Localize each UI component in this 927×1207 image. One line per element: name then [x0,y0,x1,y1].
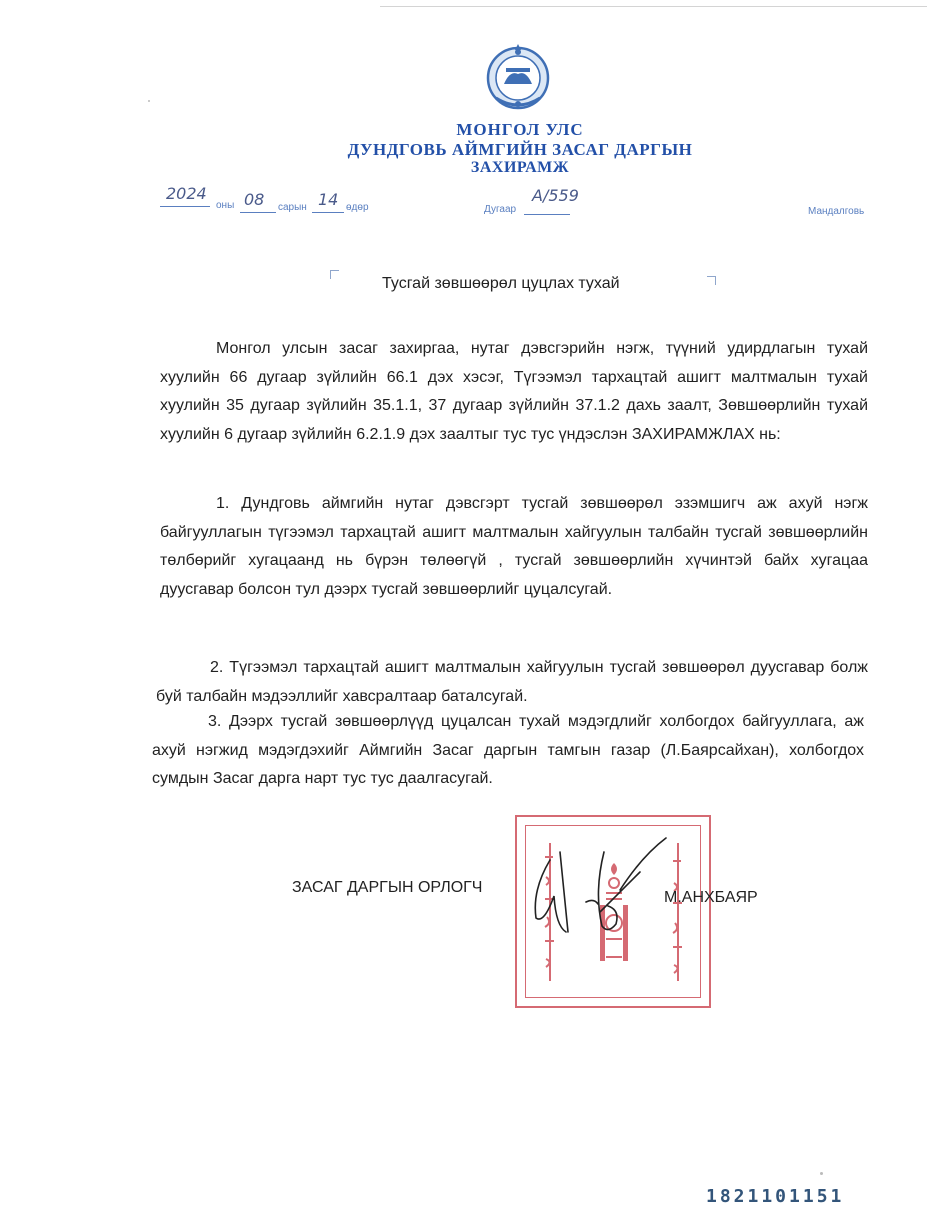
day-label: өдөр [346,202,369,213]
document-subject: Тусгай зөвшөөрөл цуцлах тухай [382,275,620,292]
handwritten-signature [520,832,670,942]
year-underline [160,206,210,207]
handwritten-year: 2024 [166,184,207,203]
item-3-paragraph: 3. Дээрх тусгай зөвшөөрлүүд цуцалсан тухай мэдэгдлийг холбогдох байгууллага, аж ахуй нэгжид мэдэгдэхийг Аймгийн Засаг даргын тамгын газар (Л.Баярсайхан), холбогдох сумдын Засаг дарга нарт тус тус даалгасугай. [152,713,864,788]
state-emblem-icon [484,40,552,114]
number-label: Дугаар [484,204,517,215]
scan-edge-line [380,6,927,7]
month-underline [240,212,276,213]
year-label: оны [216,200,235,211]
place-name: Мандалговь [808,206,865,217]
day-underline [312,212,344,213]
item-1-paragraph: 1. Дундговь аймгийн нутаг дэвсгэрт тусгай зөвшөөрөл эзэмшигч аж ахуй нэгж байгууллагын түгээмэл тархацтай ашигт малтмалын хайгуулын талбайн тусгай зөвшөөрлийн төлбөрийг хугацаанд нь бүрэн төлөөгүй , тусгай зөвшөөрлийн хүчинтэй байх хугацаа дуусгавар болсон тул дээрх тусгай зөвшөөрлийг цуцалсугай. [160,495,868,598]
scan-speck [820,1172,823,1175]
stamp-script-right [669,837,687,987]
document-type: ЗАХИРАМЖ [470,159,570,176]
intro-paragraph: Монгол улсын засаг захиргаа, нутаг дэвсгэрийн нэгж, түүний удирдлагын тухай хуулийн 66 дугаар зүйлийн 66.1 дэх хэсэг, Түгээмэл тархацтай ашигт малтмалын тухай хуулийн 35 дугаар зүйлийн 35.1.1, 37 дугаар зүйлийн 37.1.2 дахь заалт, Зөвшөөрлийн тухай хуулийн 6 дугаар зүйлийн 6.2.1.9 дэх заалтыг тус тус үндэслэн ЗАХИРАМЖЛАХ нь: [160,340,868,443]
signer-name: М.АНХБАЯР [664,889,758,906]
subject-corner-left [330,270,339,279]
handwritten-number: A/559 [532,186,579,205]
country-name: МОНГОЛ УЛС [456,120,584,139]
document-meta-line [160,186,900,220]
month-label: сарын [278,202,307,213]
handwritten-day: 14 [318,190,339,209]
document-serial-number: 1821101151 [706,1186,845,1207]
number-underline [524,214,570,215]
signer-title: ЗАСАГ ДАРГЫН ОРЛОГЧ [292,879,483,896]
subject-corner-right [707,276,716,285]
item-2-paragraph: 2. Түгээмэл тархацтай ашигт малтмалын хайгуулын тусгай зөвшөөрөл дуусгавар болж буй талбайн мэдээллийг хавсралтаар баталсугай. [156,659,868,705]
scan-speck [148,100,150,102]
authority-name: ДУНДГОВЬ АЙМГИЙН ЗАСАГ ДАРГЫН [347,140,693,159]
handwritten-month: 08 [244,190,265,209]
